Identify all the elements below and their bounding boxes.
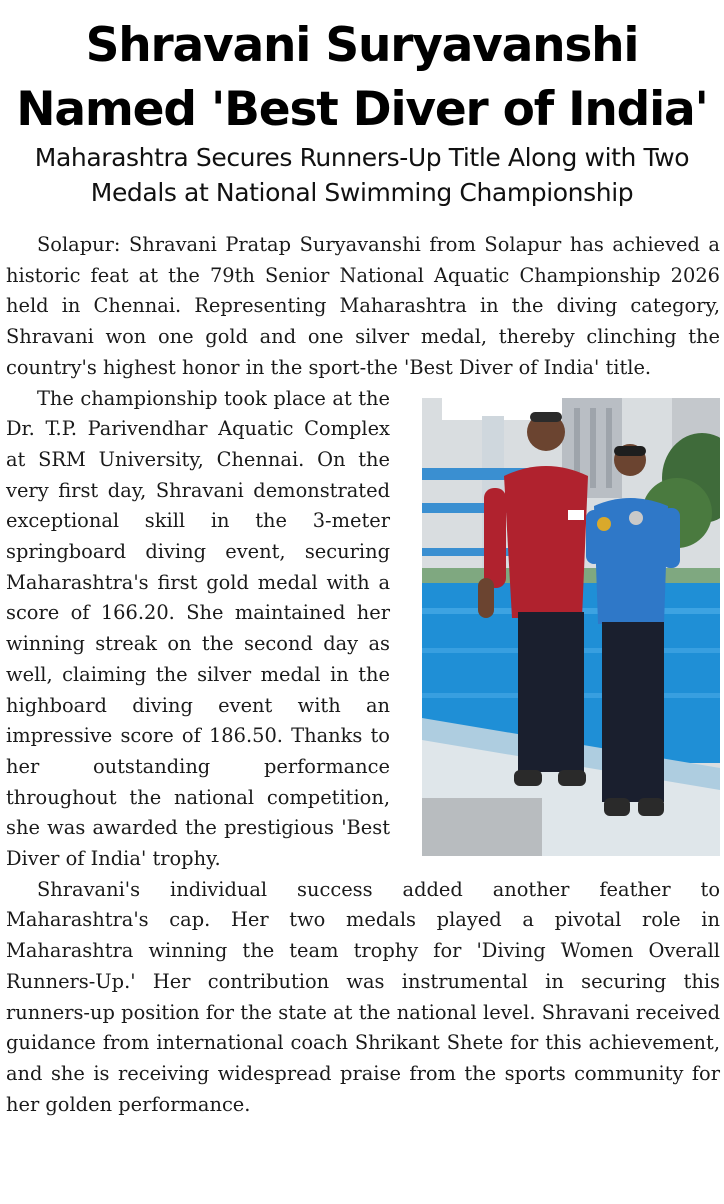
article-body — [6, 230, 720, 1120]
article-paragraph-3: Shravani's individual success added another feather to Maharashtra's cap. Her two medals played a pivotal role in Maharashtra winning the team trophy for 'Diving Women Overall Runners-Up.' Her contribution was instrumental in securing this runners-up position for the state at the national level. Shravani received guidance from international coach Shrikant Shete for this achievement, and she is receiving widespread praise from the sports community for her golden performance. — [6, 877, 720, 1116]
subheadline: Maharashtra Secures Runners-Up Title Along with Two Medals at National Swimming Championship — [34, 143, 690, 207]
news-photo — [422, 398, 720, 856]
article-paragraph-1: Solapur: Shravani Pratap Suryavanshi from Solapur has achieved a historic feat at the 79th Senior National Aquatic Championship 2026 held in Chennai. Representing Maharashtra in the diving category, Shravani won one gold and one silver medal, thereby clinching the country's highest honor in the sport-the 'Best Diver of India' title. — [6, 233, 720, 379]
article-paragraph-2-text: The championship took place at the Dr. T.P. Parivendhar Aquatic Complex at SRM University, Chennai. On the very first day, Shravani demonstrated exceptional skill in the 3-meter springboard diving event, securing Maharashtra's first gold medal with a score of 166.20. She maintained her winning streak on the second day as well, claiming the silver medal in the highboard diving event with an impressive score of 186.50. Thanks to her outstanding performance throughout the national competition, she was awarded the prestigious 'Best Diver of India' trophy. — [6, 386, 390, 871]
article-paragraph-2 — [6, 384, 720, 875]
headline: Shravani Suryavanshi Named 'Best Diver of India' — [16, 18, 708, 137]
